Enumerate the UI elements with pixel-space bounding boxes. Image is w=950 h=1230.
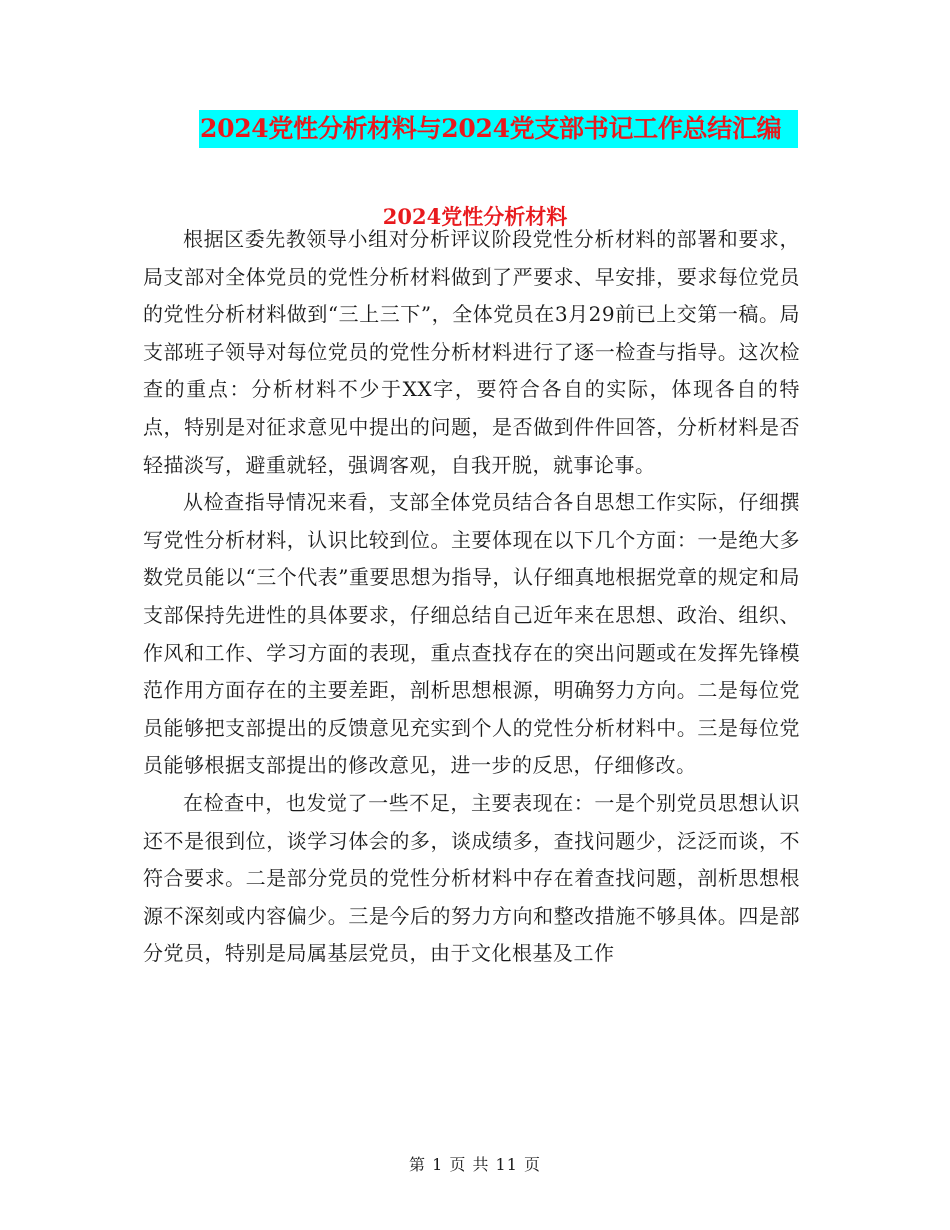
document-title: 2024党性分析材料与2024党支部书记工作总结汇编	[199, 110, 798, 148]
paragraph-1: 根据区委先教领导小组对分析评议阶段党性分析材料的部署和要求，局支部对全体党员的党性分析材料做到了严要求、早安排，要求每位党员的党性分析材料做到“三上三下”，全体党员在3月29前已上交第一稿。局支部班子领导对每位党员的党性分析材料进行了逐一检查与指导。这次检查的重点：分析材料不少于XX字，要符合各自的实际，体现各自的特点，特别是对征求意见中提出的问题，是否做到件件回答，分析材料是否轻描淡写，避重就轻，强调客观，自我开脱，就事论事。	[143, 227, 800, 477]
paragraph-2: 从检查指导情况来看，支部全体党员结合各自思想工作实际，仔细撰写党性分析材料，认识比较到位。主要体现在以下几个方面：一是绝大多数党员能以“三个代表”重要思想为指导，认仔细真地根据党章的规定和局支部保持先进性的具体要求，仔细总结自己近年来在思想、政治、组织、作风和工作、学习方面的表现，重点查找存在的突出问题或在发挥先锋模范作用方面存在的主要差距，剖析思想根源，明确努力方向。二是每位党员能够把支部提出的反馈意见充实到个人的党性分析材料中。三是每位党员能够根据支部提出的修改意见，进一步的反思，仔细修改。	[143, 490, 800, 778]
paragraph-3: 在检查中，也发觉了一些不足，主要表现在：一是个别党员思想认识还不是很到位，谈学习体会的多，谈成绩多，查找问题少，泛泛而谈，不符合要求。二是部分党员的党性分析材料中存在着查找问题，剖析思想根源不深刻或内容偏少。三是今后的努力方向和整改措施不够具体。四是部分党员，特别是局属基层党员，由于文化根基及工作	[143, 790, 800, 966]
section-title: 2024党性分析材料	[382, 204, 568, 229]
page-number-footer: 第 1 页 共 11 页	[409, 1155, 541, 1174]
body-text	[143, 221, 800, 973]
